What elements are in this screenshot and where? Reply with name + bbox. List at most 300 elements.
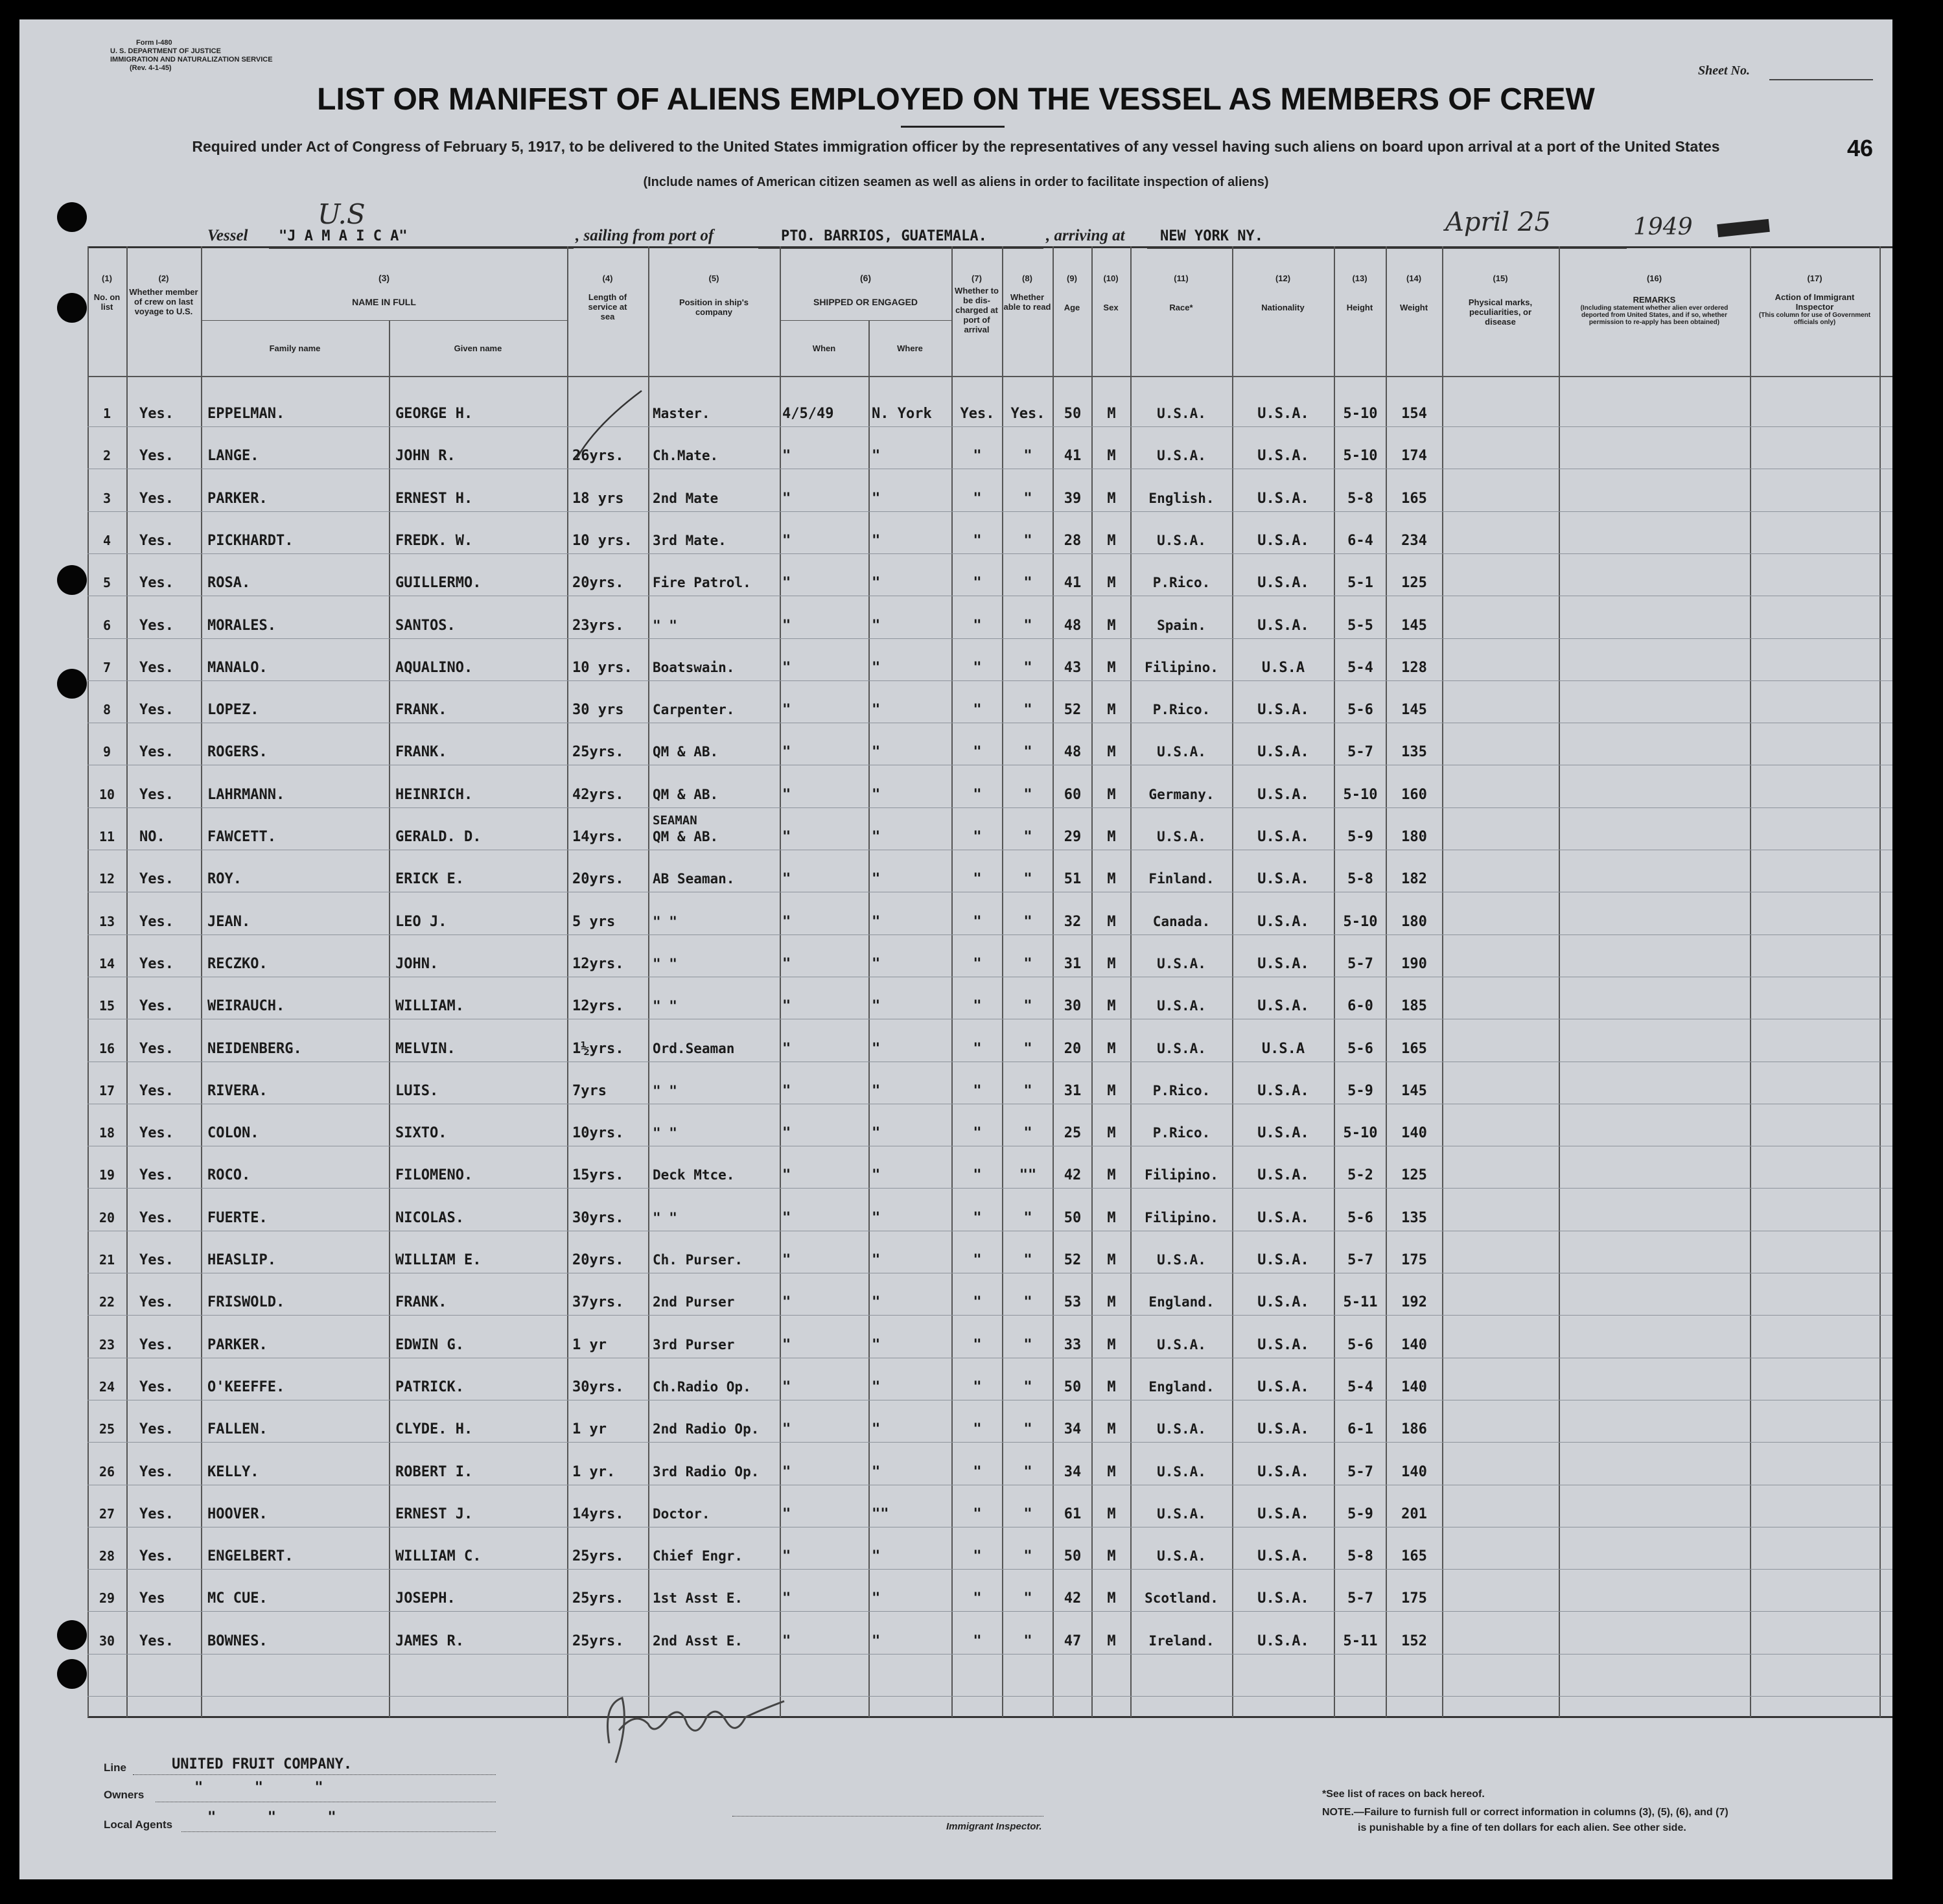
- cell-height: 5-8: [1347, 1548, 1373, 1565]
- col9-label: Age: [1064, 303, 1080, 312]
- cell-given: JAMES R.: [395, 1632, 464, 1649]
- cell-nationality: U.S.A.: [1257, 575, 1309, 592]
- cell-no: 21: [99, 1252, 115, 1268]
- cell-nationality: U.S.A: [1261, 659, 1305, 676]
- col5-label: Position in ship's company: [679, 297, 749, 317]
- cell-family: FRISWOLD.: [207, 1294, 285, 1311]
- cell-age: 31: [1064, 1082, 1082, 1099]
- cell-height: 5-7: [1347, 1463, 1373, 1480]
- cell-weight: 140: [1401, 1125, 1427, 1142]
- cell-read: ": [1023, 744, 1032, 761]
- immigrant-inspector-label: Immigrant Inspector.: [946, 1821, 1042, 1832]
- cell-read: Yes.: [1010, 406, 1045, 422]
- cell-race: U.S.A.: [1157, 1505, 1206, 1522]
- col14-header: [1386, 273, 1442, 312]
- col3-header: [201, 273, 567, 307]
- cell-position: QM & AB.: [653, 744, 719, 760]
- cell-read: ": [1023, 1209, 1032, 1226]
- col11-label: Race*: [1169, 303, 1193, 312]
- cell-given: ERICK E.: [395, 871, 464, 888]
- cell-given: WILLIAM C.: [395, 1548, 482, 1565]
- cell-position: Ch. Purser.: [653, 1252, 743, 1268]
- cell-given: JOHN.: [395, 955, 439, 972]
- cell-age: 41: [1064, 575, 1082, 592]
- cell-discharged: ": [973, 955, 982, 972]
- cell-age: 32: [1064, 913, 1082, 930]
- cell-family: JEAN.: [207, 913, 251, 930]
- ruled-line: [87, 511, 1892, 512]
- cell-discharged: ": [973, 1336, 982, 1353]
- cell-race: U.S.A.: [1157, 829, 1206, 844]
- cell-discharged: ": [973, 913, 982, 930]
- cell-when: ": [782, 659, 791, 676]
- cell-voyage: Yes.: [139, 913, 174, 930]
- cell-where: ": [872, 532, 881, 549]
- cell-weight: 174: [1401, 448, 1427, 465]
- cell-race: English.: [1148, 490, 1215, 506]
- cell-weight: 234: [1401, 532, 1427, 549]
- cell-given: AQUALINO.: [395, 659, 473, 676]
- cell-where: ": [872, 575, 881, 592]
- cell-position: 2nd Radio Op.: [653, 1421, 760, 1437]
- col2-label: Whether member of crew on last voyage to U.S.: [129, 287, 198, 316]
- cell-position: Boatswain.: [653, 659, 735, 675]
- cell-sex: M: [1107, 702, 1116, 719]
- cell-where: ": [872, 659, 881, 676]
- cell-given: ROBERT I.: [395, 1463, 473, 1480]
- cell-where: ": [872, 1167, 881, 1184]
- ruled-line: [87, 1569, 1892, 1570]
- cell-nationality: U.S.A.: [1257, 1336, 1309, 1353]
- cell-discharged: ": [973, 744, 982, 761]
- cell-position: Master.: [653, 406, 710, 421]
- manifest-page: [19, 19, 1892, 1879]
- column-divider: [1232, 246, 1233, 1717]
- cell-no: 15: [99, 998, 115, 1014]
- cell-height: 5-7: [1347, 1590, 1373, 1607]
- cell-sex: M: [1107, 1125, 1116, 1142]
- cell-no: 2: [102, 448, 111, 464]
- cell-position: AB Seaman.: [653, 871, 735, 887]
- cell-position: 3rd Mate.: [653, 532, 727, 548]
- line-label: Line: [104, 1761, 126, 1774]
- cell-position: Deck Mtce.: [653, 1167, 735, 1183]
- cell-sex: M: [1107, 1590, 1116, 1607]
- cell-voyage: Yes.: [139, 659, 174, 676]
- cell-where: "": [872, 1505, 889, 1522]
- cell-position: QM & AB.: [653, 829, 719, 844]
- cell-race: U.S.A.: [1157, 1336, 1206, 1353]
- cell-voyage: Yes.: [139, 1252, 174, 1268]
- cell-voyage: Yes.: [139, 617, 174, 634]
- cell-when: ": [782, 1082, 791, 1099]
- cell-nationality: U.S.A.: [1257, 955, 1309, 972]
- given-name-header: Given name: [454, 343, 502, 353]
- cell-family: RECZKO.: [207, 955, 268, 972]
- col13-label: Height: [1346, 303, 1373, 312]
- ruled-line: [87, 1611, 1892, 1612]
- cell-given: FREDK. W.: [395, 532, 473, 549]
- vessel-label: Vessel: [207, 227, 248, 244]
- cell-voyage: Yes.: [139, 1167, 174, 1184]
- col7-label: Whether to be dis-charged at port of arrival: [955, 286, 999, 334]
- cell-no: 14: [99, 955, 115, 971]
- cell-no: 18: [99, 1125, 115, 1141]
- cell-voyage: Yes.: [139, 448, 174, 465]
- ruled-line: [87, 1442, 1892, 1443]
- penalty-note-line1: NOTE.—Failure to furnish full or correct information in columns (3), (5), (6), and (7): [1322, 1807, 1728, 1818]
- cell-when: ": [782, 490, 791, 507]
- col16-sub: (Including statement whether alien ever ordered deported from United States, and if so, whether permission to re-apply has been obtained): [1580, 305, 1728, 326]
- cell-voyage: Yes.: [139, 1378, 174, 1395]
- cell-discharged: ": [973, 532, 982, 549]
- cell-no: 13: [99, 913, 115, 929]
- cell-no: 6: [102, 617, 111, 633]
- column-divider: [1334, 246, 1335, 1717]
- vessel-prefix-handwritten: U.S: [318, 198, 366, 230]
- col16-header: [1559, 273, 1750, 326]
- cell-service: 14yrs.: [572, 829, 624, 845]
- cell-discharged: ": [973, 1421, 982, 1438]
- cell-read: ": [1023, 913, 1032, 930]
- cell-weight: 165: [1401, 1548, 1427, 1565]
- form-identifier: [110, 39, 273, 73]
- binder-hole: [57, 202, 87, 232]
- column-divider: [1750, 246, 1751, 1717]
- cell-weight: 160: [1401, 786, 1427, 803]
- cell-age: 28: [1064, 532, 1082, 549]
- cell-service: 10yrs.: [572, 1125, 624, 1142]
- shipped-subheader-line: [780, 320, 951, 321]
- cell-discharged: ": [973, 659, 982, 676]
- cell-height: 5-5: [1347, 617, 1373, 634]
- title-rule: [901, 126, 1005, 128]
- col8-label: Whether able to read: [1003, 292, 1051, 312]
- cell-given: ERNEST H.: [395, 490, 473, 507]
- required-statement: Required under Act of Congress of February 5, 1917, to be delivered to the United States immigration officer by the representatives of any vessel having such aliens on board upon arrival at a port of the United States: [192, 138, 1720, 155]
- cell-sex: M: [1107, 998, 1116, 1015]
- cell-weight: 186: [1401, 1421, 1427, 1438]
- cell-position: Ch.Mate.: [653, 448, 719, 464]
- cell-nationality: U.S.A.: [1257, 1505, 1309, 1522]
- cell-voyage: Yes.: [139, 1040, 174, 1057]
- cell-weight: 135: [1401, 1209, 1427, 1226]
- cell-family: PICKHARDT.: [207, 532, 294, 549]
- cell-position: Carpenter.: [653, 702, 735, 718]
- local-agents-underline: [181, 1831, 496, 1832]
- cell-where: ": [872, 1336, 881, 1353]
- cell-given: JOHN R.: [395, 448, 456, 465]
- cell-service: 5 yrs: [572, 913, 616, 930]
- cell-given: ERNEST J.: [395, 1505, 473, 1522]
- cell-service: 1 yr: [572, 1336, 607, 1353]
- cell-nationality: U.S.A.: [1257, 1421, 1309, 1438]
- cell-read: ": [1023, 575, 1032, 592]
- cell-where: N. York: [872, 406, 932, 422]
- cell-sex: M: [1107, 1040, 1116, 1057]
- cell-voyage: Yes.: [139, 702, 174, 719]
- cell-no: 8: [102, 702, 111, 718]
- cell-age: 34: [1064, 1463, 1082, 1480]
- cell-sex: M: [1107, 1505, 1116, 1522]
- cell-where: ": [872, 1590, 881, 1607]
- cell-no: 7: [102, 659, 111, 675]
- cell-family: PARKER.: [207, 490, 268, 507]
- cell-voyage: Yes.: [139, 744, 174, 761]
- cell-position: Fire Patrol.: [653, 575, 751, 591]
- cell-weight: 165: [1401, 1040, 1427, 1057]
- cell-nationality: U.S.A.: [1257, 702, 1309, 719]
- cell-sex: M: [1107, 1378, 1116, 1395]
- column-divider: [1002, 246, 1003, 1717]
- cell-race: U.S.A.: [1157, 448, 1206, 464]
- col16-label: REMARKS: [1633, 295, 1676, 305]
- cell-service: 1 yr.: [572, 1463, 616, 1480]
- cell-given: FILOMENO.: [395, 1167, 473, 1184]
- cell-height: 5-7: [1347, 1252, 1373, 1268]
- cell-position: 3rd Radio Op.: [653, 1463, 760, 1480]
- cell-no: 11: [99, 829, 115, 844]
- cell-read: ": [1023, 1125, 1032, 1142]
- cell-when: ": [782, 1378, 791, 1395]
- cell-age: 33: [1064, 1336, 1082, 1353]
- cell-read: ": [1023, 1421, 1032, 1438]
- cell-age: 50: [1064, 1548, 1082, 1565]
- cell-read: ": [1023, 702, 1032, 719]
- cell-discharged: ": [973, 575, 982, 592]
- cell-height: 5-4: [1347, 659, 1373, 676]
- cell-age: 50: [1064, 1209, 1082, 1226]
- cell-position: Doctor.: [653, 1505, 710, 1522]
- form-id-line: U. S. DEPARTMENT OF JUSTICE: [110, 47, 221, 55]
- cell-age: 39: [1064, 490, 1082, 507]
- cell-sex: M: [1107, 829, 1116, 845]
- cell-when: ": [782, 1294, 791, 1311]
- cell-read: ": [1023, 1294, 1032, 1311]
- cell-sex: M: [1107, 1209, 1116, 1226]
- sailing-label: , sailing from port of: [576, 227, 714, 244]
- crew-table: [87, 246, 1892, 1717]
- cell-discharged: ": [973, 786, 982, 803]
- col12-header: [1232, 273, 1334, 312]
- cell-age: 43: [1064, 659, 1082, 676]
- cell-given: LUIS.: [395, 1082, 439, 1099]
- cell-sex: M: [1107, 1463, 1116, 1480]
- cell-voyage: NO.: [139, 829, 165, 845]
- cell-voyage: Yes.: [139, 786, 174, 803]
- cell-discharged: ": [973, 1505, 982, 1522]
- cell-age: 60: [1064, 786, 1082, 803]
- col1-num: (1): [102, 273, 112, 283]
- cell-where: ": [872, 829, 881, 845]
- col15-header: [1442, 273, 1559, 327]
- binder-hole: [57, 565, 87, 595]
- cell-service: 15yrs.: [572, 1167, 624, 1184]
- cell-voyage: Yes.: [139, 490, 174, 507]
- cell-read: ": [1023, 1378, 1032, 1395]
- cell-voyage: Yes.: [139, 575, 174, 592]
- column-divider: [648, 246, 649, 1717]
- cell-height: 5-4: [1347, 1378, 1373, 1395]
- cell-discharged: ": [973, 1040, 982, 1057]
- cell-service: 30yrs.: [572, 1209, 624, 1226]
- col3-num: (3): [378, 273, 390, 283]
- cell-race: U.S.A.: [1157, 955, 1206, 971]
- cell-service: 20yrs.: [572, 1252, 624, 1268]
- column-divider: [1879, 246, 1881, 1717]
- cell-service: 25yrs.: [572, 1590, 624, 1607]
- cell-read: ": [1023, 1505, 1032, 1522]
- cell-family: FUERTE.: [207, 1209, 268, 1226]
- column-divider: [1559, 246, 1560, 1717]
- cell-given: SANTOS.: [395, 617, 456, 634]
- col7-num: (7): [971, 273, 982, 283]
- cell-where: ": [872, 1125, 881, 1142]
- cell-height: 5-7: [1347, 955, 1373, 972]
- cell-voyage: Yes.: [139, 1505, 174, 1522]
- cell-race: U.S.A.: [1157, 998, 1206, 1014]
- cell-service: 12yrs.: [572, 998, 624, 1015]
- cell-nationality: U.S.A.: [1257, 1125, 1309, 1142]
- col14-num: (14): [1406, 273, 1422, 283]
- cell-family: PARKER.: [207, 1336, 268, 1353]
- cell-where: ": [872, 998, 881, 1015]
- cell-nationality: U.S.A.: [1257, 490, 1309, 507]
- cell-where: ": [872, 1252, 881, 1268]
- cell-family: EPPELMAN.: [207, 406, 285, 422]
- binder-hole: [57, 1659, 87, 1689]
- cell-nationality: U.S.A.: [1257, 1252, 1309, 1268]
- col8-header: [1002, 273, 1053, 312]
- cell-weight: 135: [1401, 744, 1427, 761]
- cell-discharged: ": [973, 1082, 982, 1099]
- cell-discharged: ": [973, 998, 982, 1015]
- cell-read: ": [1023, 1336, 1032, 1353]
- cell-service: 10 yrs.: [572, 659, 633, 676]
- cell-nationality: U.S.A.: [1257, 617, 1309, 634]
- cell-age: 34: [1064, 1421, 1082, 1438]
- cell-sex: M: [1107, 1252, 1116, 1268]
- cell-where: ": [872, 744, 881, 761]
- cell-weight: 185: [1401, 998, 1427, 1015]
- cell-age: 48: [1064, 744, 1082, 761]
- cell-when: ": [782, 786, 791, 803]
- form-id-line: Form I-480: [136, 39, 172, 47]
- col11-header: [1130, 273, 1232, 312]
- col2-num: (2): [158, 273, 169, 283]
- cell-race: U.S.A.: [1157, 744, 1206, 760]
- cell-voyage: Yes.: [139, 1336, 174, 1353]
- cell-discharged: Yes.: [960, 406, 995, 422]
- cell-nationality: U.S.A.: [1257, 1209, 1309, 1226]
- ruled-line: [87, 553, 1892, 554]
- cell-no: 1: [102, 406, 111, 421]
- col5-header: [648, 273, 780, 317]
- cell-height: 5-6: [1347, 1040, 1373, 1057]
- cell-read: ": [1023, 1548, 1032, 1565]
- cell-age: 31: [1064, 955, 1082, 972]
- cell-where: ": [872, 490, 881, 507]
- column-divider: [1130, 246, 1132, 1717]
- column-divider: [567, 246, 568, 1717]
- cell-no: 27: [99, 1505, 115, 1522]
- cell-when: ": [782, 998, 791, 1015]
- cell-no: 20: [99, 1209, 115, 1225]
- cell-age: 52: [1064, 702, 1082, 719]
- cell-nationality: U.S.A.: [1257, 1548, 1309, 1565]
- cell-voyage: Yes.: [139, 998, 174, 1015]
- table-bottom-border: [87, 1716, 1892, 1718]
- cell-race: England.: [1148, 1378, 1215, 1395]
- cell-read: ": [1023, 829, 1032, 845]
- col6-header: [780, 273, 951, 307]
- cell-weight: 201: [1401, 1505, 1427, 1522]
- cell-when: ": [782, 1421, 791, 1438]
- cell-race: Finland.: [1148, 871, 1215, 887]
- col8-num: (8): [1022, 273, 1032, 283]
- cell-position: Chief Engr.: [653, 1548, 743, 1564]
- cell-where: ": [872, 448, 881, 465]
- col6-num: (6): [859, 273, 872, 283]
- cell-nationality: U.S.A.: [1257, 1590, 1309, 1607]
- cell-discharged: ": [973, 1590, 982, 1607]
- col17-label: Action of Immigrant Inspector: [1774, 292, 1855, 312]
- cell-position: 3rd Purser: [653, 1336, 735, 1353]
- cell-service: 25yrs.: [572, 1548, 624, 1565]
- cell-voyage: Yes.: [139, 955, 174, 972]
- cell-read: ": [1023, 448, 1032, 465]
- cell-where: ": [872, 1463, 881, 1480]
- cell-where: ": [872, 1632, 881, 1649]
- cell-height: 5-10: [1343, 786, 1378, 803]
- cell-position-correction: SEAMAN: [653, 813, 697, 828]
- cell-height: 5-11: [1343, 1294, 1378, 1311]
- cell-height: 5-11: [1343, 1632, 1378, 1649]
- include-note: (Include names of American citizen seamen as well as aliens in order to facilitate inspection of aliens): [643, 175, 1269, 189]
- cell-discharged: ": [973, 1294, 982, 1311]
- cell-where: ": [872, 1294, 881, 1311]
- cell-service: 1 yr: [572, 1421, 607, 1438]
- cell-read: ": [1023, 1590, 1032, 1607]
- cell-sex: M: [1107, 955, 1116, 972]
- cell-race: P.Rico.: [1152, 702, 1211, 718]
- cell-service: 14yrs.: [572, 1505, 624, 1522]
- cell-sex: M: [1107, 406, 1116, 422]
- cell-height: 5-9: [1347, 1082, 1373, 1099]
- cell-sex: M: [1107, 490, 1116, 507]
- cell-age: 25: [1064, 1125, 1082, 1142]
- cell-given: GEORGE H.: [395, 406, 473, 422]
- cell-read: ": [1023, 1252, 1032, 1268]
- cell-height: 5-8: [1347, 871, 1373, 888]
- column-divider: [780, 246, 781, 1717]
- cell-given: FRANK.: [395, 702, 447, 719]
- cell-race: Filipino.: [1145, 1209, 1218, 1225]
- cell-age: 48: [1064, 617, 1082, 634]
- col10-label: Sex: [1103, 303, 1119, 312]
- cell-given: MELVIN.: [395, 1040, 456, 1057]
- cell-when: ": [782, 1040, 791, 1057]
- cell-weight: 145: [1401, 702, 1427, 719]
- cell-height: 6-0: [1347, 998, 1373, 1015]
- cell-weight: 175: [1401, 1590, 1427, 1607]
- cell-race: U.S.A.: [1157, 1252, 1206, 1268]
- col12-label: Nationality: [1261, 303, 1305, 312]
- cell-service: 20yrs.: [572, 871, 624, 888]
- col13-header: [1334, 273, 1386, 312]
- cell-where: ": [872, 702, 881, 719]
- cell-no: 28: [99, 1548, 115, 1564]
